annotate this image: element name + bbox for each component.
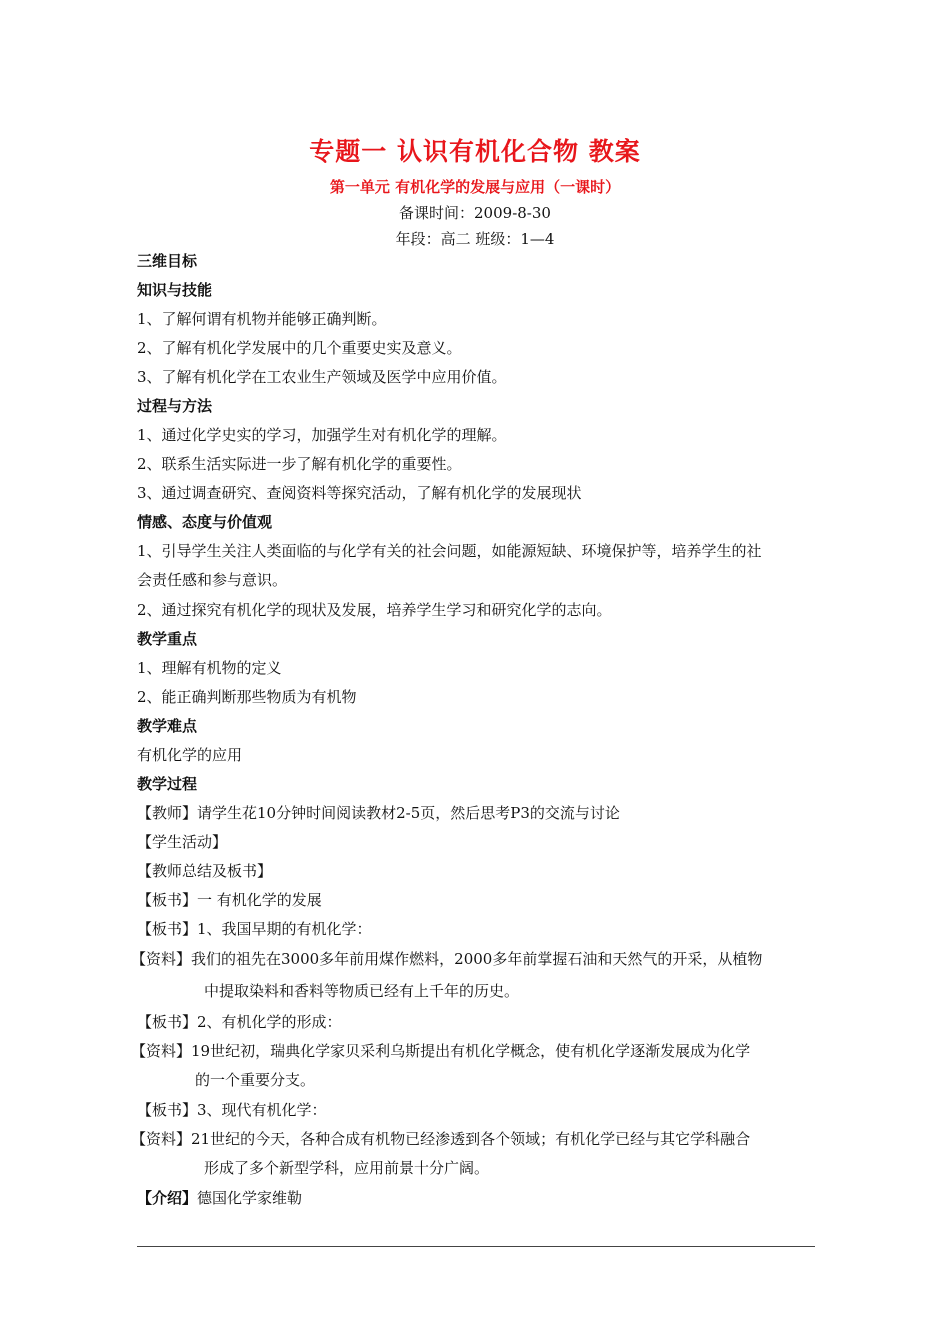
knowledge-heading: 知识与技能 [137, 281, 213, 299]
goals-heading: 三维目标 [137, 252, 198, 270]
difficulty-text: 有机化学的应用 [137, 746, 243, 764]
grade-class: 年段：高二 班级：1—4 [395, 230, 555, 248]
unit-subtitle: 第一单元 有机化学的发展与应用（一课时） [329, 178, 621, 196]
material-2-cont: 的一个重要分支。 [195, 1071, 316, 1089]
knowledge-item: 1、了解何谓有机物并能够正确判断。 [137, 310, 387, 328]
document-title: 专题一 认识有机化合物 教案 [309, 137, 641, 166]
footer-rule [137, 1246, 815, 1247]
intro-text: 德国化学家维勒 [197, 1189, 303, 1207]
attitude-item-1: 1、引导学生关注人类面临的与化学有关的社会问题，如能源短缺、环境保护等，培养学生的社 [137, 542, 762, 560]
knowledge-item: 3、了解有机化学在工农业生产领域及医学中应用价值。 [137, 368, 507, 386]
material-2: 【资料】19世纪初，瑞典化学家贝采利乌斯提出有机化学概念，使有机化学逐渐发展成为化学 [131, 1042, 751, 1060]
key-points-heading: 教学重点 [137, 630, 198, 648]
intro-tag: 【介绍】 [137, 1189, 198, 1207]
knowledge-item: 2、了解有机化学发展中的几个重要史实及意义。 [137, 339, 462, 357]
procedure-line: 【学生活动】 [137, 833, 228, 851]
procedure-line: 【板书】1、我国早期的有机化学： [137, 920, 372, 938]
material-3: 【资料】21世纪的今天，各种合成有机物已经渗透到各个领域；有机化学已经与其它学科融合 [131, 1130, 751, 1148]
procedure-heading: 教学过程 [137, 775, 198, 793]
board-3: 【板书】3、现代有机化学： [137, 1101, 327, 1119]
material-1-cont: 中提取染料和香料等物质已经有上千年的历史。 [204, 982, 520, 1000]
process-item: 2、联系生活实际进一步了解有机化学的重要性。 [137, 455, 462, 473]
board-2: 【板书】2、有机化学的形成： [137, 1013, 342, 1031]
key-point-item: 1、理解有机物的定义 [137, 659, 282, 677]
key-point-item: 2、能正确判断那些物质为有机物 [137, 688, 357, 706]
attitude-item-1-cont: 会责任感和参与意识。 [137, 571, 288, 589]
difficulty-heading: 教学难点 [137, 717, 198, 735]
procedure-line: 【板书】一 有机化学的发展 [137, 891, 322, 909]
procedure-line: 【教师】请学生花10分钟时间阅读教材2-5页，然后思考P3的交流与讨论 [137, 804, 620, 822]
process-item: 1、通过化学史实的学习，加强学生对有机化学的理解。 [137, 426, 507, 444]
intro-line [137, 1188, 817, 1208]
prep-time: 备课时间：2009-8-30 [399, 204, 551, 222]
material-3-cont: 形成了多个新型学科，应用前景十分广阔。 [204, 1159, 490, 1177]
process-heading: 过程与方法 [137, 397, 213, 415]
attitude-item-2: 2、通过探究有机化学的现状及发展，培养学生学习和研究化学的志向。 [137, 601, 612, 619]
attitude-heading: 情感、态度与价值观 [137, 513, 273, 531]
process-item: 3、通过调查研究、查阅资料等探究活动，了解有机化学的发展现状 [137, 484, 582, 502]
material-1: 【资料】我们的祖先在3000多年前用煤作燃料，2000多年前掌握石油和天然气的开采，从植物 [131, 950, 763, 968]
procedure-line: 【教师总结及板书】 [137, 862, 273, 880]
